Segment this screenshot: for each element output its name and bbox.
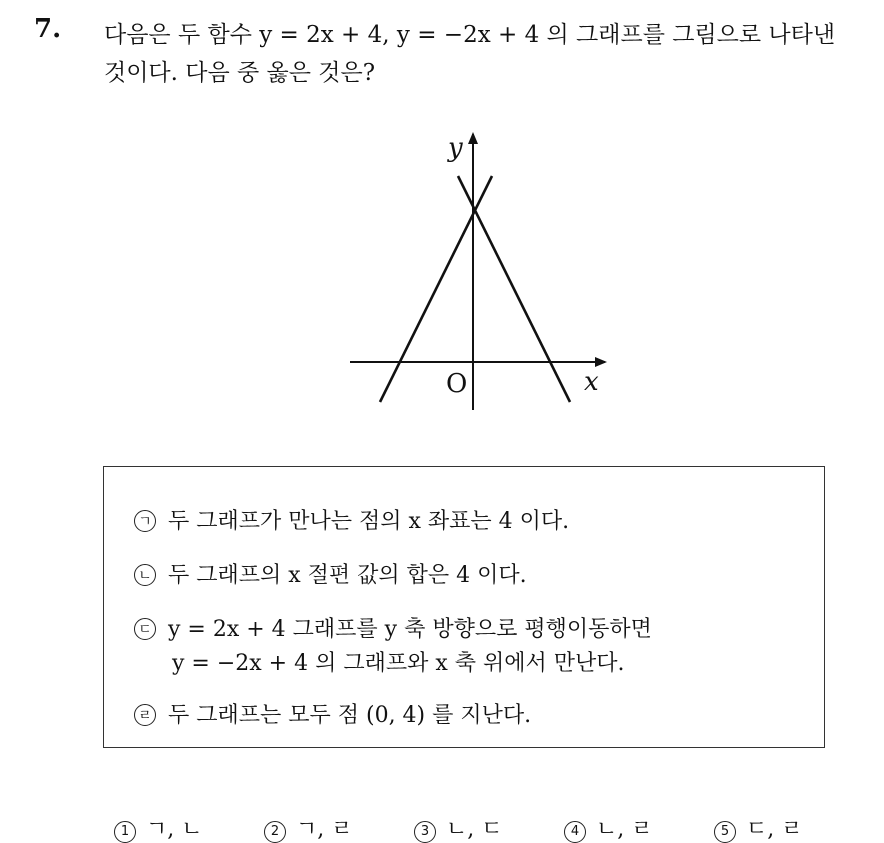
statement-4 [134, 699, 531, 733]
choice-number: 2 [264, 821, 286, 843]
question-prefix: 다음은 두 함수 [104, 22, 252, 48]
choice-3[interactable] [414, 812, 503, 843]
choice-label: ㄷ, ㄹ [746, 817, 803, 842]
statement-1 [134, 505, 569, 539]
statement-mark: ㄹ [134, 704, 156, 726]
statements-box [103, 466, 825, 748]
origin-label: O [446, 369, 468, 399]
choice-2[interactable] [264, 812, 353, 843]
question-line-2: 것이다. 다음 중 옳은 것은? [104, 60, 376, 86]
choice-number: 1 [114, 821, 136, 843]
choice-label: ㄱ, ㄹ [296, 817, 353, 842]
x-axis-label: x [584, 367, 599, 397]
choice-number: 4 [564, 821, 586, 843]
statement-text: 두 그래프가 만나는 점의 x 좌표는 4 이다. [168, 509, 570, 534]
question-text [104, 16, 864, 92]
statement-text: y = 2x + 4 그래프를 y 축 방향으로 평행이동하면 [168, 617, 652, 642]
choice-1[interactable] [114, 812, 203, 843]
choice-label: ㄴ, ㄷ [446, 817, 503, 842]
y-axis-label: y [448, 133, 463, 163]
statement-mark: ㄷ [134, 618, 156, 640]
statement-2 [134, 559, 527, 593]
choice-label: ㄴ, ㄹ [596, 817, 653, 842]
choice-number: 5 [714, 821, 736, 843]
answer-choices [114, 812, 854, 842]
statement-text: 두 그래프는 모두 점 (0, 4) 를 지난다. [168, 703, 532, 728]
choice-label: ㄱ, ㄴ [146, 817, 203, 842]
function-1: y = 2x + 4, [259, 22, 390, 48]
statement-mark: ㄱ [134, 510, 156, 532]
function-graph [340, 120, 620, 420]
choice-5[interactable] [714, 812, 803, 843]
graph-line-decreasing [458, 176, 570, 402]
question-number: 7. [34, 14, 62, 44]
statement-text-continued: y = −2x + 4 의 그래프와 x 축 위에서 만난다. [172, 651, 625, 676]
function-2: y = −2x + 4 [396, 22, 540, 48]
question-line-1 [104, 16, 864, 54]
statement-mark: ㄴ [134, 564, 156, 586]
question-suffix: 의 그래프를 그림으로 나타낸 [546, 22, 836, 48]
statement-3 [134, 613, 652, 681]
statement-text: 두 그래프의 x 절편 값의 합은 4 이다. [168, 563, 527, 588]
choice-number: 3 [414, 821, 436, 843]
choice-4[interactable] [564, 812, 653, 843]
